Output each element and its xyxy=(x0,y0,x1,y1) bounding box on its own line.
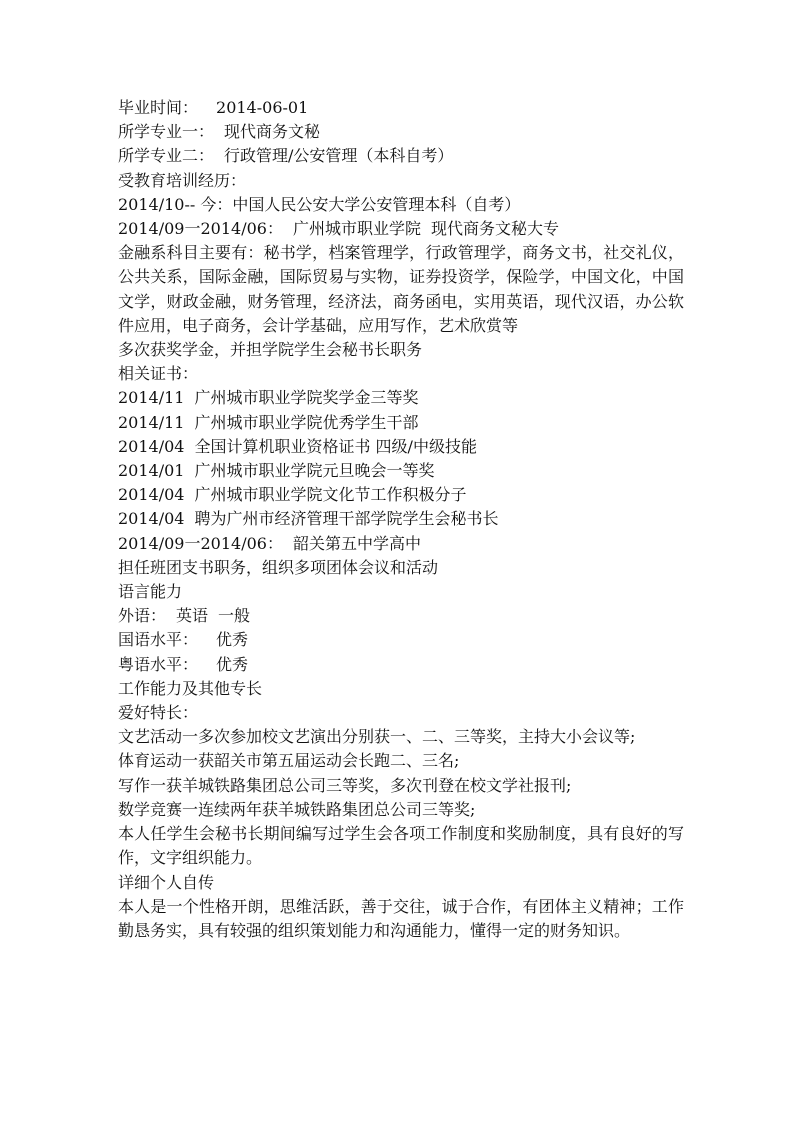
mandarin-label: 国语水平： xyxy=(118,630,199,650)
cantonese-row xyxy=(118,653,684,677)
major-one-value: 现代商务文秘 xyxy=(224,122,321,142)
certificate-text: 聘为广州市经济管理干部学院学生会秘书长 xyxy=(194,509,499,529)
resume-page xyxy=(118,96,684,943)
certificate-text: 广州城市职业学院文化节工作积极分子 xyxy=(194,485,467,505)
major-one-row xyxy=(118,120,684,144)
certificate-item xyxy=(118,386,684,410)
graduation-time-label: 毕业时间： xyxy=(118,98,199,117)
hobby-item: 数学竞赛一连续两年获羊城铁路集团总公司三等奖; xyxy=(118,799,476,819)
major-two-value: 行政管理/公安管理（本科自考） xyxy=(224,146,454,166)
hobby-item: 文艺活动一多次参加校文艺演出分别获一、二、三等奖，主持大小会议等; xyxy=(118,727,636,747)
certificate-date: 2014/04 xyxy=(118,509,185,529)
certificate-date: 2014/01 xyxy=(118,461,185,481)
certificate-date: 2014/04 xyxy=(118,436,185,456)
certificate-item xyxy=(118,435,684,459)
education-school: 广州城市职业学院 xyxy=(292,219,421,239)
graduation-time-value: 2014-06-01 xyxy=(216,98,309,117)
mandarin-row xyxy=(118,628,684,652)
education-school: 韶关第五中学高中 xyxy=(292,533,421,553)
education-period: 2014/10-- 今： xyxy=(118,194,233,214)
mandarin-value: 优秀 xyxy=(216,630,249,650)
certificate-date: 2014/11 xyxy=(118,412,185,432)
certificate-text: 广州城市职业学院奖学金三等奖 xyxy=(194,388,419,408)
hobby-item: 本人任学生会秘书长期间编写过学生会各项工作制度和奖励制度，具有良好的写作，文字组织能力。 xyxy=(118,824,684,868)
education-period: 2014/09一2014/06： xyxy=(118,533,283,553)
certificate-item xyxy=(118,483,684,507)
certificate-item xyxy=(118,459,684,483)
certificate-date: 2014/04 xyxy=(118,485,185,505)
certificate-text: 全国计算机职业资格证书 四级/中级技能 xyxy=(194,436,477,456)
education-entry-1 xyxy=(118,193,684,217)
education-major: 现代商务文秘大专 xyxy=(430,219,559,239)
bio-heading: 详细个人自传 xyxy=(118,872,215,892)
cantonese-value: 优秀 xyxy=(216,654,249,674)
hobby-item: 体育运动一获韶关市第五届运动会长跑二、三名; xyxy=(118,751,460,771)
education-entry-3 xyxy=(118,532,684,556)
hobby-item: 写作一获羊城铁路集团总公司三等奖，多次刊登在校文学社报刊; xyxy=(118,775,572,795)
education-description: 担任班团支书职务，组织多项团体会议和活动 xyxy=(118,557,439,577)
graduation-time-row xyxy=(118,96,684,120)
certificates-heading: 相关证书： xyxy=(118,364,199,384)
foreign-language-row xyxy=(118,604,684,628)
education-period: 2014/09一2014/06： xyxy=(118,219,283,239)
language-heading: 语言能力 xyxy=(118,582,183,602)
courses-paragraph: 金融系科目主要有：秘书学，档案管理学，行政管理学，商务文书，社交礼仪，公共关系，国际金融，国际贸易与实物，证券投资学，保险学，中国文化，中国文学，财政金融，财务管理，经济法，商务函电，实用英语，现代汉语，办公软件应用，电子商务，会计学基础，应用写作，艺术欣赏等 xyxy=(118,243,684,335)
foreign-language-label: 外语： xyxy=(118,606,167,626)
certificate-text: 广州城市职业学院元旦晚会一等奖 xyxy=(194,461,435,481)
major-two-label: 所学专业二： xyxy=(118,146,215,166)
certificate-item xyxy=(118,507,684,531)
cantonese-label: 粤语水平： xyxy=(118,654,199,674)
bio-paragraph: 本人是一个性格开朗，思维活跃，善于交往，诚于合作，有团体主义精神；工作勤恳务实，具有较强的组织策划能力和沟通能力，懂得一定的财务知识。 xyxy=(118,896,684,940)
skills-heading: 工作能力及其他专长 xyxy=(118,678,263,698)
certificate-text: 广州城市职业学院优秀学生干部 xyxy=(194,412,419,432)
education-school: 中国人民公安大学公安管理本科（自考） xyxy=(232,194,521,214)
scholarship-text: 多次获奖学金，并担学院学生会秘书长职务 xyxy=(118,340,423,360)
education-entry-2 xyxy=(118,217,684,241)
certificate-item xyxy=(118,411,684,435)
certificate-date: 2014/11 xyxy=(118,388,185,408)
foreign-language-name: 英语 xyxy=(176,606,209,626)
major-one-label: 所学专业一： xyxy=(118,122,215,142)
hobbies-heading: 爱好特长： xyxy=(118,703,199,723)
foreign-language-level: 一般 xyxy=(218,606,251,626)
education-heading: 受教育培训经历： xyxy=(118,170,247,190)
major-two-row xyxy=(118,144,684,168)
